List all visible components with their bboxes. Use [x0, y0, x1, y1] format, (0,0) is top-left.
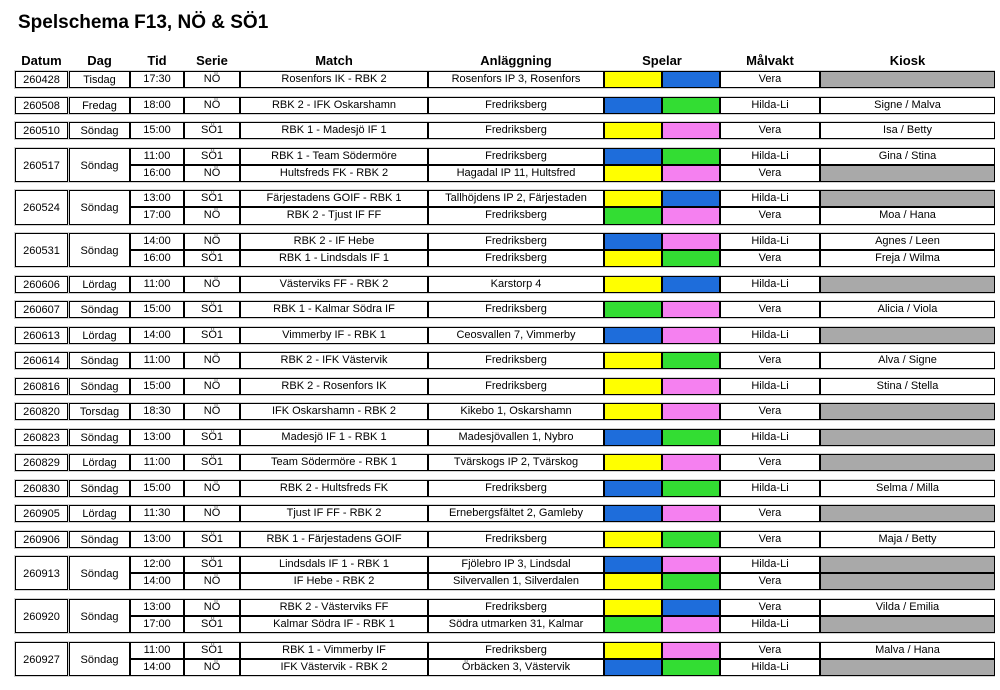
day-cell: Torsdag	[69, 403, 130, 420]
kiosk-cell: Agnes / Leen	[820, 233, 995, 250]
player-color-swatch	[604, 616, 662, 633]
player-color-swatch	[662, 659, 720, 676]
series-cell: NÖ	[184, 403, 240, 420]
venue-cell: Fjölebro IP 3, Lindsdal	[428, 556, 604, 573]
kiosk-empty-cell	[820, 659, 995, 676]
player-color-swatch	[604, 454, 662, 471]
player-color-swatch	[662, 378, 720, 395]
kiosk-cell: Gina / Stina	[820, 148, 995, 165]
column-header: Målvakt	[746, 53, 794, 68]
kiosk-cell: Signe / Malva	[820, 97, 995, 114]
goalkeeper-cell: Hilda-Li	[720, 148, 820, 165]
time-cell: 13:00	[130, 599, 184, 616]
match-cell: IFK Västervik - RBK 2	[240, 659, 428, 676]
player-color-swatch	[604, 573, 662, 590]
player-color-swatch	[662, 165, 720, 182]
player-color-swatch	[604, 148, 662, 165]
time-cell: 15:00	[130, 378, 184, 395]
venue-cell: Hagadal IP 11, Hultsfred	[428, 165, 604, 182]
date-cell: 260905	[15, 505, 68, 522]
time-cell: 16:00	[130, 165, 184, 182]
series-cell: NÖ	[184, 71, 240, 88]
series-cell: NÖ	[184, 659, 240, 676]
date-cell: 260613	[15, 327, 68, 344]
kiosk-cell: Moa / Hana	[820, 207, 995, 224]
match-cell: RBK 2 - Rosenfors IK	[240, 378, 428, 395]
venue-cell: Örbäcken 3, Västervik	[428, 659, 604, 676]
player-color-swatch	[662, 556, 720, 573]
player-color-swatch	[662, 352, 720, 369]
time-cell: 11:00	[130, 352, 184, 369]
venue-cell: Fredriksberg	[428, 207, 604, 224]
venue-cell: Fredriksberg	[428, 378, 604, 395]
venue-cell: Tvärskogs IP 2, Tvärskog	[428, 454, 604, 471]
time-cell: 13:00	[130, 429, 184, 446]
kiosk-empty-cell	[820, 71, 995, 88]
date-cell: 260913	[15, 556, 68, 590]
day-cell: Söndag	[69, 429, 130, 446]
date-cell: 260510	[15, 122, 68, 139]
date-cell: 260614	[15, 352, 68, 369]
player-color-swatch	[604, 71, 662, 88]
series-cell: SÖ1	[184, 301, 240, 318]
goalkeeper-cell: Hilda-Li	[720, 233, 820, 250]
venue-cell: Ceosvallen 7, Vimmerby	[428, 327, 604, 344]
day-cell: Söndag	[69, 531, 130, 548]
goalkeeper-cell: Vera	[720, 122, 820, 139]
goalkeeper-cell: Vera	[720, 352, 820, 369]
series-cell: SÖ1	[184, 327, 240, 344]
date-cell: 260830	[15, 480, 68, 497]
column-header: Datum	[21, 53, 62, 68]
time-cell: 13:00	[130, 190, 184, 207]
series-cell: NÖ	[184, 505, 240, 522]
player-color-swatch	[604, 327, 662, 344]
time-cell: 15:00	[130, 480, 184, 497]
venue-cell: Södra utmarken 31, Kalmar	[428, 616, 604, 633]
player-color-swatch	[662, 276, 720, 293]
time-cell: 11:30	[130, 505, 184, 522]
player-color-swatch	[662, 207, 720, 224]
match-cell: RBK 2 - IF Hebe	[240, 233, 428, 250]
player-color-swatch	[662, 190, 720, 207]
day-cell: Söndag	[69, 301, 130, 318]
series-cell: NÖ	[184, 378, 240, 395]
player-color-swatch	[604, 505, 662, 522]
series-cell: NÖ	[184, 480, 240, 497]
match-cell: Lindsdals IF 1 - RBK 1	[240, 556, 428, 573]
series-cell: SÖ1	[184, 148, 240, 165]
goalkeeper-cell: Hilda-Li	[720, 659, 820, 676]
series-cell: NÖ	[184, 352, 240, 369]
time-cell: 11:00	[130, 454, 184, 471]
match-cell: RBK 2 - Tjust IF FF	[240, 207, 428, 224]
player-color-swatch	[662, 573, 720, 590]
kiosk-cell: Alva / Signe	[820, 352, 995, 369]
time-cell: 15:00	[130, 122, 184, 139]
goalkeeper-cell: Hilda-Li	[720, 556, 820, 573]
match-cell: RBK 1 - Team Södermöre	[240, 148, 428, 165]
player-color-swatch	[662, 250, 720, 267]
player-color-swatch	[604, 165, 662, 182]
player-color-swatch	[662, 233, 720, 250]
date-cell: 260920	[15, 599, 68, 633]
player-color-swatch	[662, 642, 720, 659]
venue-cell: Tallhöjdens IP 2, Färjestaden	[428, 190, 604, 207]
kiosk-empty-cell	[820, 573, 995, 590]
venue-cell: Fredriksberg	[428, 480, 604, 497]
match-cell: Tjust IF FF - RBK 2	[240, 505, 428, 522]
player-color-swatch	[662, 403, 720, 420]
player-color-swatch	[662, 599, 720, 616]
player-color-swatch	[604, 352, 662, 369]
day-cell: Söndag	[69, 148, 130, 182]
day-cell: Lördag	[69, 327, 130, 344]
player-color-swatch	[604, 207, 662, 224]
day-cell: Söndag	[69, 233, 130, 267]
series-cell: SÖ1	[184, 642, 240, 659]
player-color-swatch	[604, 122, 662, 139]
day-cell: Söndag	[69, 122, 130, 139]
goalkeeper-cell: Vera	[720, 165, 820, 182]
kiosk-cell: Maja / Betty	[820, 531, 995, 548]
goalkeeper-cell: Vera	[720, 207, 820, 224]
series-cell: NÖ	[184, 165, 240, 182]
match-cell: RBK 1 - Färjestadens GOIF	[240, 531, 428, 548]
time-cell: 12:00	[130, 556, 184, 573]
goalkeeper-cell: Hilda-Li	[720, 378, 820, 395]
series-cell: SÖ1	[184, 429, 240, 446]
player-color-swatch	[662, 505, 720, 522]
goalkeeper-cell: Vera	[720, 301, 820, 318]
match-cell: RBK 2 - Västerviks FF	[240, 599, 428, 616]
date-cell: 260607	[15, 301, 68, 318]
time-cell: 16:00	[130, 250, 184, 267]
player-color-swatch	[662, 616, 720, 633]
kiosk-empty-cell	[820, 429, 995, 446]
date-cell: 260829	[15, 454, 68, 471]
kiosk-cell: Alicia / Viola	[820, 301, 995, 318]
player-color-swatch	[604, 233, 662, 250]
series-cell: SÖ1	[184, 250, 240, 267]
goalkeeper-cell: Vera	[720, 250, 820, 267]
time-cell: 18:00	[130, 97, 184, 114]
date-cell: 260906	[15, 531, 68, 548]
column-header: Dag	[87, 53, 112, 68]
player-color-swatch	[662, 122, 720, 139]
match-cell: Vimmerby IF - RBK 1	[240, 327, 428, 344]
venue-cell: Karstorp 4	[428, 276, 604, 293]
day-cell: Söndag	[69, 599, 130, 633]
venue-cell: Fredriksberg	[428, 352, 604, 369]
match-cell: Västerviks FF - RBK 2	[240, 276, 428, 293]
match-cell: Kalmar Södra IF - RBK 1	[240, 616, 428, 633]
player-color-swatch	[662, 480, 720, 497]
goalkeeper-cell: Vera	[720, 403, 820, 420]
date-cell: 260927	[15, 642, 68, 676]
series-cell: SÖ1	[184, 454, 240, 471]
date-cell: 260823	[15, 429, 68, 446]
goalkeeper-cell: Hilda-Li	[720, 97, 820, 114]
venue-cell: Fredriksberg	[428, 642, 604, 659]
goalkeeper-cell: Vera	[720, 642, 820, 659]
kiosk-empty-cell	[820, 327, 995, 344]
time-cell: 14:00	[130, 327, 184, 344]
player-color-swatch	[662, 301, 720, 318]
day-cell: Fredag	[69, 97, 130, 114]
player-color-swatch	[662, 531, 720, 548]
player-color-swatch	[604, 531, 662, 548]
match-cell: Hultsfreds FK - RBK 2	[240, 165, 428, 182]
kiosk-empty-cell	[820, 190, 995, 207]
venue-cell: Fredriksberg	[428, 301, 604, 318]
match-cell: Rosenfors IK - RBK 2	[240, 71, 428, 88]
date-cell: 260508	[15, 97, 68, 114]
goalkeeper-cell: Vera	[720, 573, 820, 590]
venue-cell: Fredriksberg	[428, 531, 604, 548]
match-cell: Madesjö IF 1 - RBK 1	[240, 429, 428, 446]
match-cell: RBK 1 - Lindsdals IF 1	[240, 250, 428, 267]
column-header: Kiosk	[889, 53, 926, 68]
venue-cell: Fredriksberg	[428, 122, 604, 139]
player-color-swatch	[604, 429, 662, 446]
time-cell: 17:30	[130, 71, 184, 88]
series-cell: NÖ	[184, 276, 240, 293]
series-cell: SÖ1	[184, 616, 240, 633]
venue-cell: Ernebergsfältet 2, Gamleby	[428, 505, 604, 522]
venue-cell: Rosenfors IP 3, Rosenfors	[428, 71, 604, 88]
kiosk-empty-cell	[820, 556, 995, 573]
match-cell: Team Södermöre - RBK 1	[240, 454, 428, 471]
player-color-swatch	[662, 327, 720, 344]
goalkeeper-cell: Hilda-Li	[720, 429, 820, 446]
player-color-swatch	[604, 97, 662, 114]
match-cell: RBK 1 - Madesjö IF 1	[240, 122, 428, 139]
goalkeeper-cell: Hilda-Li	[720, 616, 820, 633]
player-color-swatch	[604, 301, 662, 318]
day-cell: Söndag	[69, 480, 130, 497]
time-cell: 18:30	[130, 403, 184, 420]
date-cell: 260428	[15, 71, 68, 88]
venue-cell: Madesjövallen 1, Nybro	[428, 429, 604, 446]
venue-cell: Fredriksberg	[428, 599, 604, 616]
day-cell: Söndag	[69, 190, 130, 224]
time-cell: 11:00	[130, 642, 184, 659]
venue-cell: Silvervallen 1, Silverdalen	[428, 573, 604, 590]
date-cell: 260531	[15, 233, 68, 267]
venue-cell: Kikebo 1, Oskarshamn	[428, 403, 604, 420]
day-cell: Söndag	[69, 556, 130, 590]
match-cell: RBK 1 - Vimmerby IF	[240, 642, 428, 659]
player-color-swatch	[604, 250, 662, 267]
series-cell: NÖ	[184, 97, 240, 114]
venue-cell: Fredriksberg	[428, 250, 604, 267]
day-cell: Söndag	[69, 642, 130, 676]
venue-cell: Fredriksberg	[428, 148, 604, 165]
venue-cell: Fredriksberg	[428, 233, 604, 250]
day-cell: Lördag	[69, 454, 130, 471]
series-cell: NÖ	[184, 599, 240, 616]
venue-cell: Fredriksberg	[428, 97, 604, 114]
player-color-swatch	[604, 403, 662, 420]
kiosk-empty-cell	[820, 165, 995, 182]
column-header: Tid	[147, 53, 167, 68]
player-color-swatch	[604, 276, 662, 293]
day-cell: Söndag	[69, 378, 130, 395]
time-cell: 13:00	[130, 531, 184, 548]
goalkeeper-cell: Vera	[720, 454, 820, 471]
player-color-swatch	[604, 378, 662, 395]
series-cell: NÖ	[184, 233, 240, 250]
match-cell: Färjestadens GOIF - RBK 1	[240, 190, 428, 207]
goalkeeper-cell: Hilda-Li	[720, 327, 820, 344]
time-cell: 14:00	[130, 659, 184, 676]
player-color-swatch	[662, 148, 720, 165]
player-color-swatch	[604, 190, 662, 207]
day-cell: Lördag	[69, 276, 130, 293]
player-color-swatch	[662, 429, 720, 446]
kiosk-empty-cell	[820, 454, 995, 471]
player-color-swatch	[604, 599, 662, 616]
player-color-swatch	[604, 480, 662, 497]
player-color-swatch	[604, 642, 662, 659]
time-cell: 17:00	[130, 616, 184, 633]
time-cell: 11:00	[130, 148, 184, 165]
date-cell: 260816	[15, 378, 68, 395]
player-color-swatch	[662, 454, 720, 471]
kiosk-cell: Isa / Betty	[820, 122, 995, 139]
player-color-swatch	[662, 71, 720, 88]
goalkeeper-cell: Hilda-Li	[720, 190, 820, 207]
time-cell: 15:00	[130, 301, 184, 318]
kiosk-cell: Malva / Hana	[820, 642, 995, 659]
kiosk-cell: Vilda / Emilia	[820, 599, 995, 616]
series-cell: NÖ	[184, 207, 240, 224]
kiosk-empty-cell	[820, 403, 995, 420]
goalkeeper-cell: Hilda-Li	[720, 480, 820, 497]
series-cell: SÖ1	[184, 122, 240, 139]
kiosk-cell: Selma / Milla	[820, 480, 995, 497]
page-title: Spelschema F13, NÖ & SÖ1	[18, 12, 269, 33]
column-header: Spelar	[642, 53, 682, 68]
kiosk-empty-cell	[820, 616, 995, 633]
match-cell: IFK Oskarshamn - RBK 2	[240, 403, 428, 420]
match-cell: IF Hebe - RBK 2	[240, 573, 428, 590]
goalkeeper-cell: Vera	[720, 531, 820, 548]
day-cell: Lördag	[69, 505, 130, 522]
series-cell: SÖ1	[184, 531, 240, 548]
date-cell: 260820	[15, 403, 68, 420]
time-cell: 14:00	[130, 233, 184, 250]
goalkeeper-cell: Vera	[720, 599, 820, 616]
time-cell: 14:00	[130, 573, 184, 590]
goalkeeper-cell: Vera	[720, 71, 820, 88]
player-color-swatch	[662, 97, 720, 114]
series-cell: SÖ1	[184, 190, 240, 207]
series-cell: NÖ	[184, 573, 240, 590]
player-color-swatch	[604, 659, 662, 676]
kiosk-cell: Stina / Stella	[820, 378, 995, 395]
column-header: Match	[315, 53, 353, 68]
column-header: Serie	[196, 53, 228, 68]
kiosk-empty-cell	[820, 276, 995, 293]
day-cell: Tisdag	[69, 71, 130, 88]
match-cell: RBK 2 - Hultsfreds FK	[240, 480, 428, 497]
time-cell: 17:00	[130, 207, 184, 224]
column-header: Anläggning	[480, 53, 552, 68]
goalkeeper-cell: Hilda-Li	[720, 276, 820, 293]
kiosk-cell: Freja / Wilma	[820, 250, 995, 267]
player-color-swatch	[604, 556, 662, 573]
date-cell: 260606	[15, 276, 68, 293]
match-cell: RBK 1 - Kalmar Södra IF	[240, 301, 428, 318]
match-cell: RBK 2 - IFK Oskarshamn	[240, 97, 428, 114]
date-cell: 260517	[15, 148, 68, 182]
series-cell: SÖ1	[184, 556, 240, 573]
day-cell: Söndag	[69, 352, 130, 369]
kiosk-empty-cell	[820, 505, 995, 522]
time-cell: 11:00	[130, 276, 184, 293]
goalkeeper-cell: Vera	[720, 505, 820, 522]
date-cell: 260524	[15, 190, 68, 224]
match-cell: RBK 2 - IFK Västervik	[240, 352, 428, 369]
